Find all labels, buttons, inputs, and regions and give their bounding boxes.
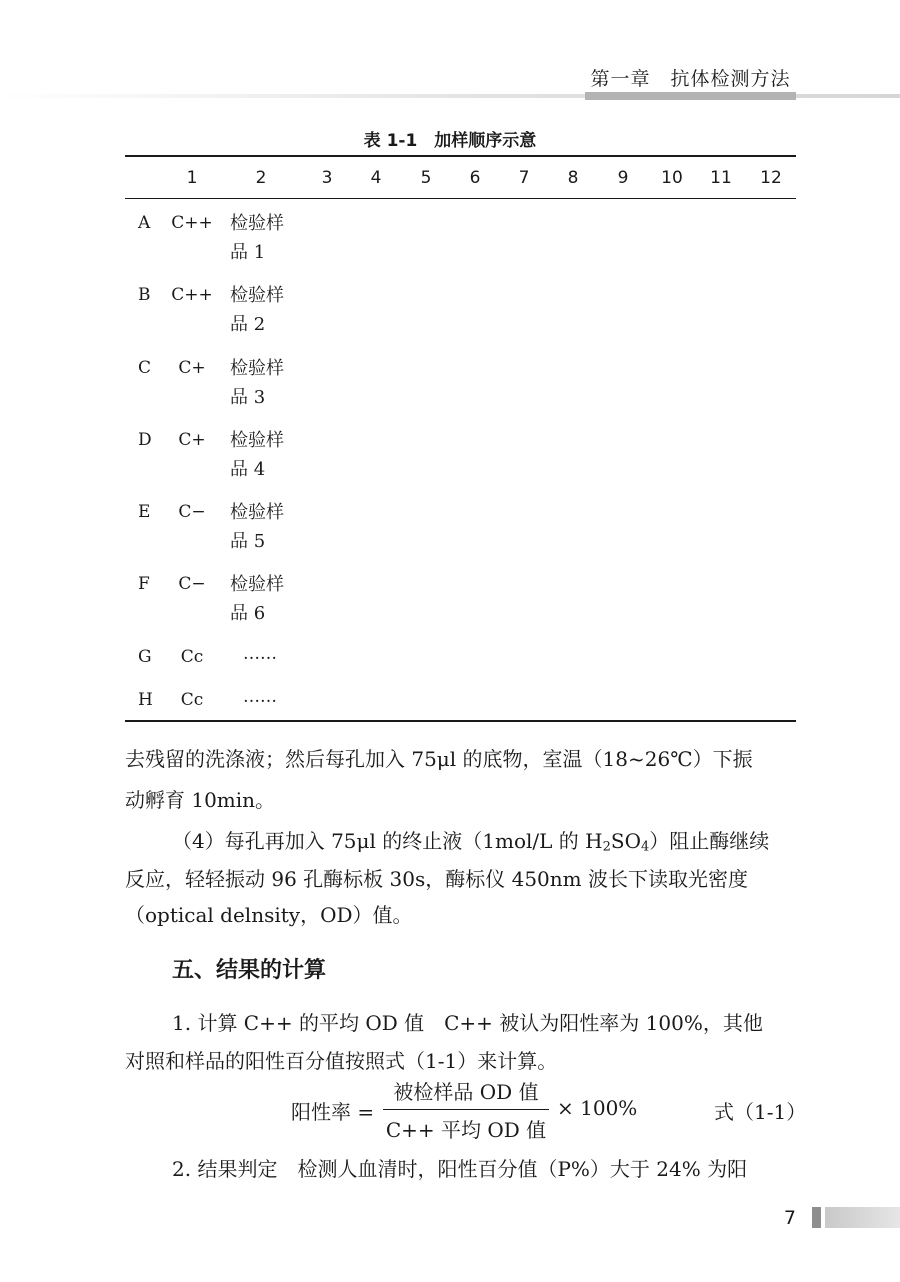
subscript: 4 — [640, 839, 650, 855]
formula-multiplier: × 100% — [557, 1096, 638, 1120]
paragraph-line: 2. 结果判定 检测人血清时，阳性百分值（P%）大于 24% 为阳 — [172, 1157, 748, 1181]
sample-cell-line2: 品 6 — [230, 603, 266, 624]
formula-numerator: 被检样品 OD 值 — [393, 1080, 539, 1104]
chapter-bar — [585, 92, 796, 100]
control-cell: C+ — [178, 430, 206, 450]
row-label: E — [138, 502, 151, 522]
row-label: B — [138, 285, 151, 305]
row-label: H — [138, 690, 153, 710]
table-bottom-rule — [125, 720, 796, 722]
row-label: D — [138, 430, 152, 450]
formula-denominator: C++ 平均 OD 值 — [385, 1118, 547, 1142]
column-header: 9 — [617, 168, 629, 188]
page-bar-light — [825, 1207, 900, 1228]
column-header: 5 — [420, 168, 432, 188]
text-span: SO — [610, 829, 641, 853]
paragraph-line: 去残留的洗涤液；然后每孔加入 75μl 的底物，室温（18~26℃）下振 — [125, 747, 753, 771]
sample-cell-line1: …… — [243, 687, 277, 707]
formula-label: 阳性率 = — [291, 1100, 375, 1124]
table-header-rule — [125, 198, 796, 199]
formula-reference: 式（1-1） — [714, 1100, 807, 1124]
sample-cell-line1: 检验样 — [230, 430, 284, 451]
subscript: 2 — [602, 839, 611, 855]
control-cell: C− — [178, 502, 206, 522]
paragraph-line: 对照和样品的阳性百分值按照式（1-1）来计算。 — [125, 1049, 558, 1073]
sample-cell-line2: 品 2 — [230, 314, 266, 335]
paragraph-line: （optical delnsity，OD）值。 — [125, 903, 413, 927]
control-cell: C+ — [178, 358, 206, 378]
sample-cell-line2: 品 1 — [230, 242, 266, 263]
page-number: 7 — [783, 1207, 796, 1229]
sample-cell-line2: 品 5 — [230, 531, 266, 552]
column-header: 8 — [567, 168, 579, 188]
row-label: C — [138, 358, 152, 378]
column-header: 6 — [469, 168, 481, 188]
sample-cell-line1: 检验样 — [230, 358, 284, 379]
fraction-bar — [383, 1109, 549, 1110]
sample-cell-line2: 品 4 — [230, 459, 266, 480]
table-caption: 表 1-1 加样顺序示意 — [363, 131, 537, 151]
sample-cell-line1: 检验样 — [230, 502, 284, 523]
paragraph-line — [172, 824, 843, 865]
column-header: 12 — [760, 168, 782, 188]
sample-cell-line1: 检验样 — [230, 285, 284, 306]
paragraph-line: 动孵育 10min。 — [125, 788, 276, 812]
sample-cell-line1: …… — [243, 644, 277, 664]
control-cell: Cc — [180, 690, 204, 710]
text-span: ）阻止酶继续 — [649, 829, 770, 853]
column-header: 4 — [370, 168, 382, 188]
chapter-title: 第一章 抗体检测方法 — [590, 68, 791, 90]
control-cell: C++ — [171, 213, 213, 233]
control-cell: C− — [178, 574, 206, 594]
control-cell: C++ — [171, 285, 213, 305]
column-header: 7 — [518, 168, 530, 188]
column-header: 10 — [661, 168, 683, 188]
control-cell: Cc — [180, 647, 204, 667]
paragraph-line: 1. 计算 C++ 的平均 OD 值 C++ 被认为阳性率为 100%，其他 — [172, 1011, 763, 1035]
paragraph-line: 反应，轻轻振动 96 孔酶标板 30s，酶标仪 450nm 波长下读取光密度 — [125, 867, 748, 891]
row-label: F — [138, 574, 150, 594]
table-top-rule — [125, 155, 796, 157]
column-header: 3 — [321, 168, 333, 188]
sample-cell-line2: 品 3 — [230, 387, 266, 408]
column-header: 1 — [186, 168, 198, 188]
page-bar-dark — [812, 1207, 821, 1228]
column-header: 2 — [255, 168, 267, 188]
section-heading: 五、结果的计算 — [172, 958, 327, 983]
row-label: A — [138, 213, 151, 233]
row-label: G — [138, 647, 152, 667]
sample-cell-line1: 检验样 — [230, 213, 284, 234]
text-span: （4）每孔再加入 75μl 的终止液（1mol/L 的 H — [172, 829, 603, 853]
sample-cell-line1: 检验样 — [230, 574, 284, 595]
column-header: 11 — [710, 168, 732, 188]
